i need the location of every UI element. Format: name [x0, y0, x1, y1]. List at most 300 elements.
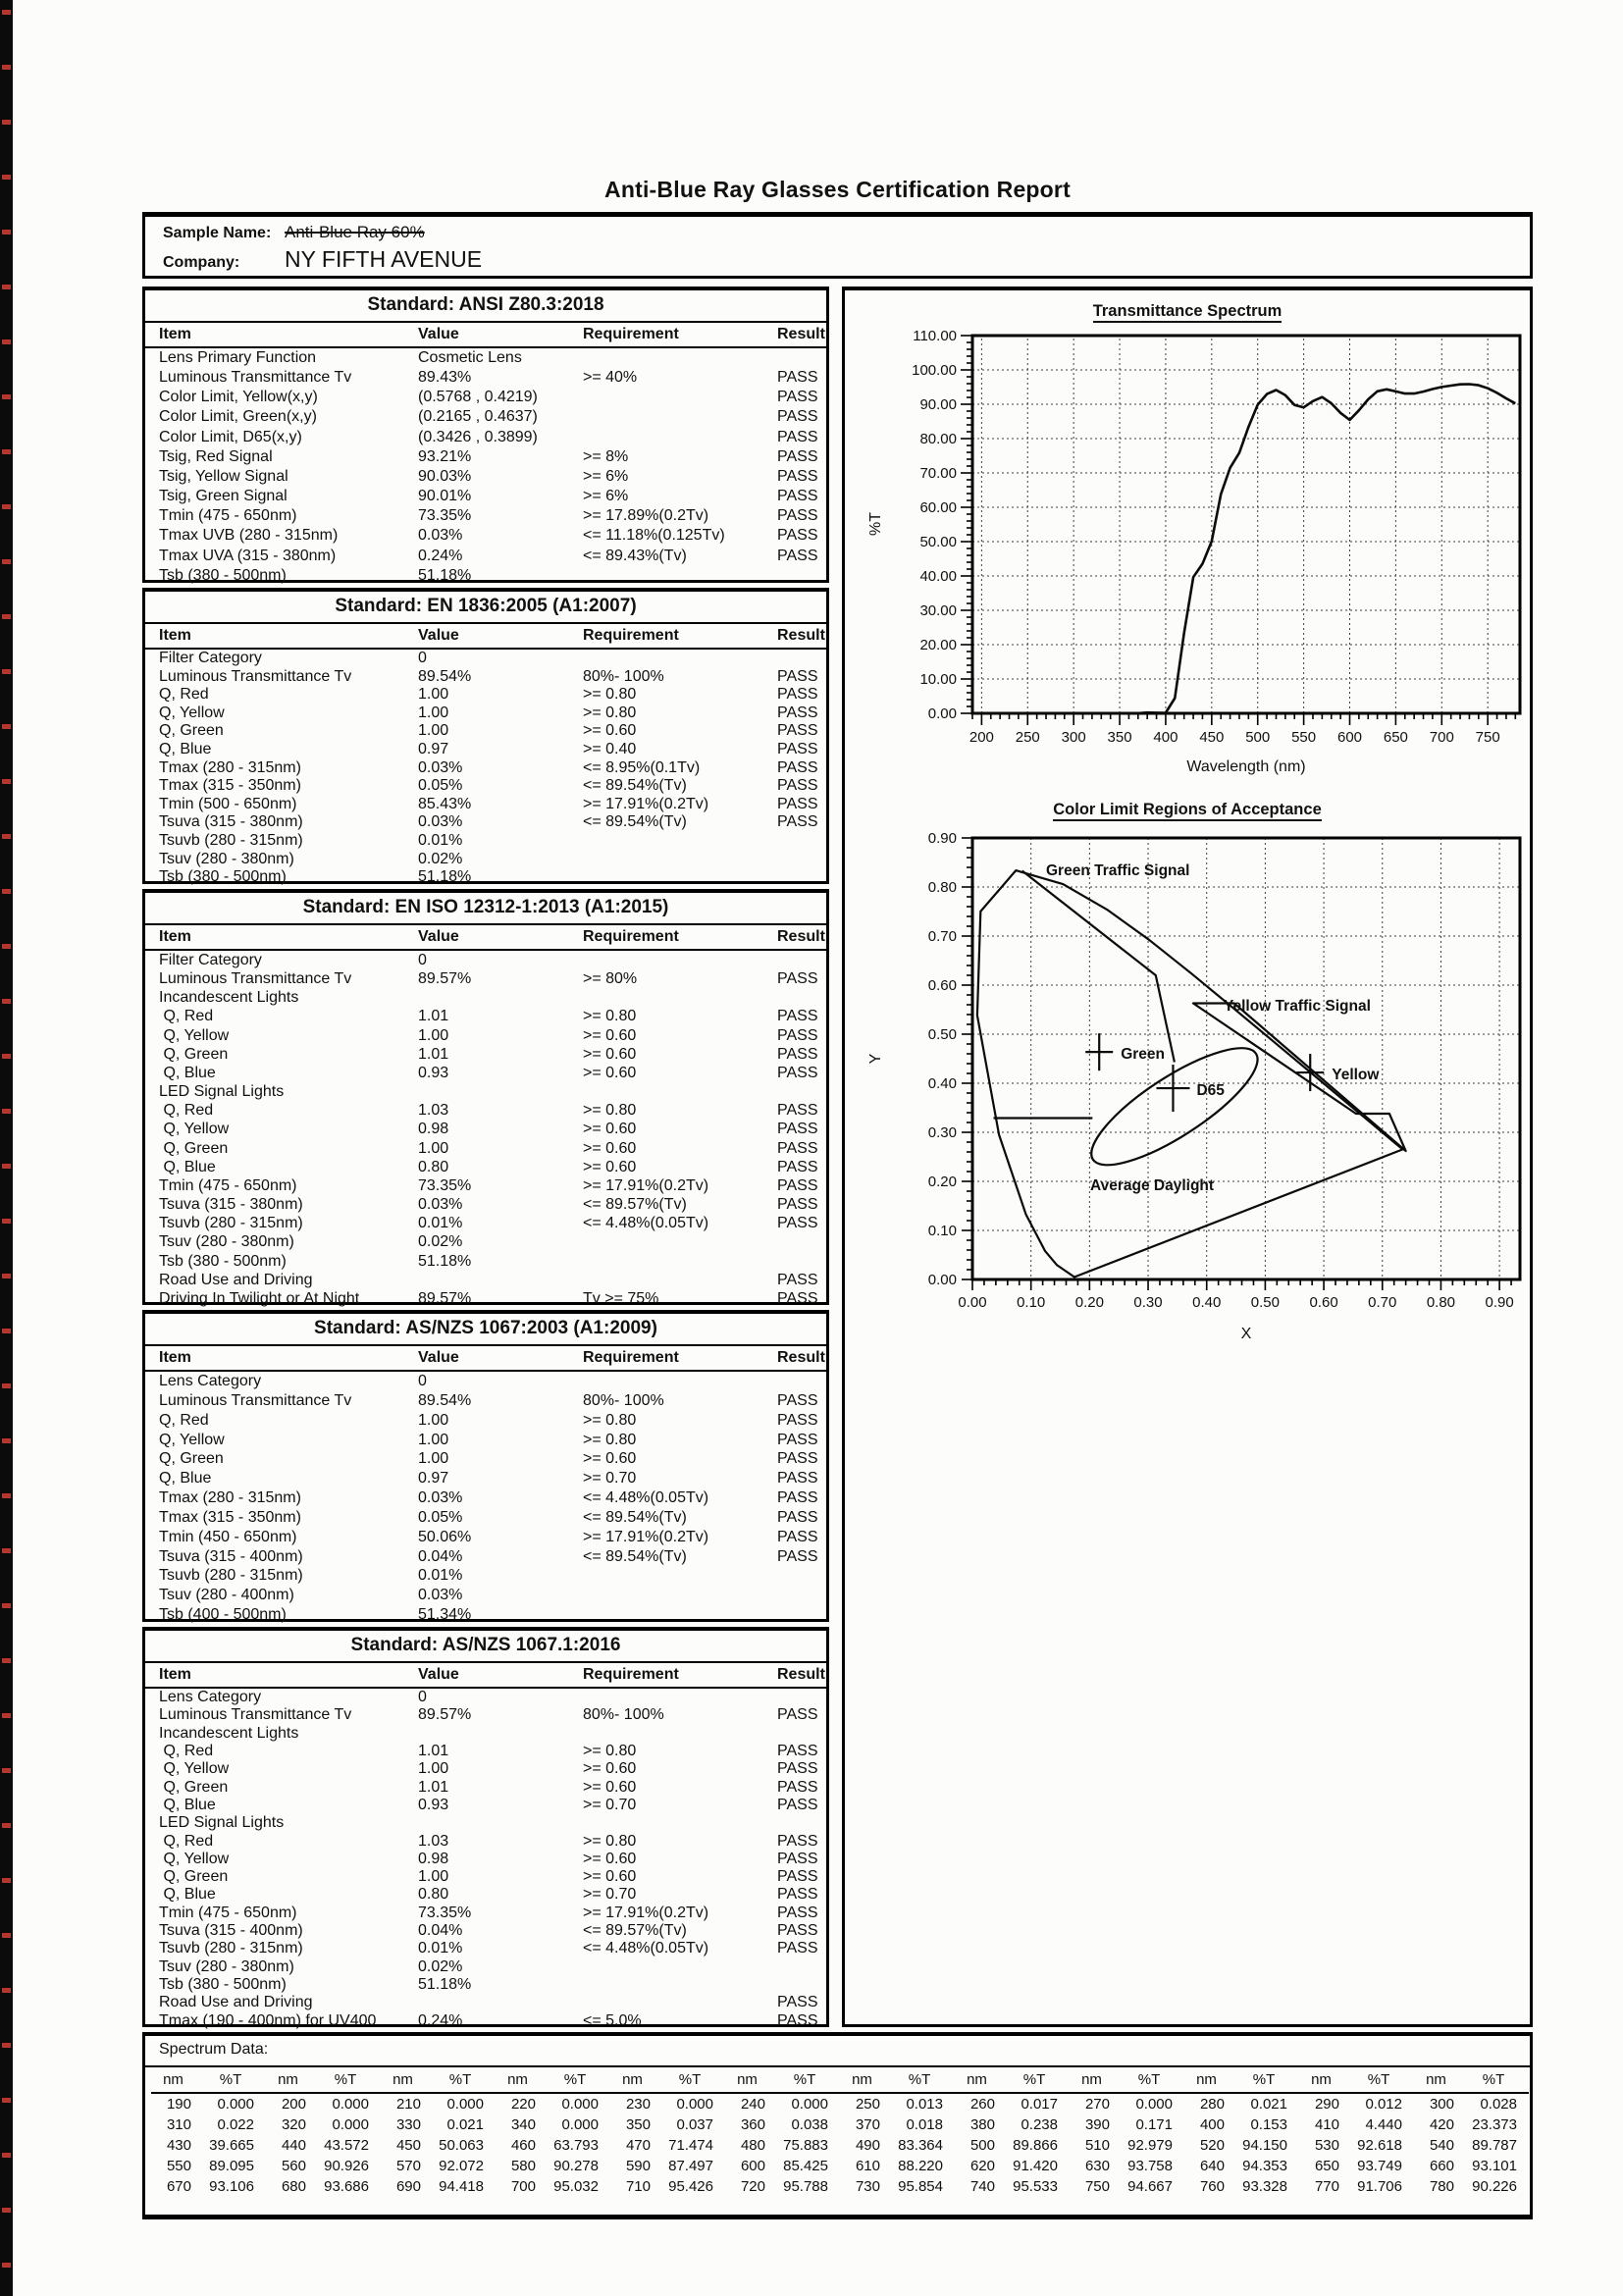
table-row	[145, 1411, 826, 1431]
cell-requirement: 80%- 100%	[583, 1706, 664, 1724]
spectrum-data-row	[151, 2135, 1529, 2156]
nm-column-header: nm	[967, 2071, 987, 2088]
company-row	[163, 246, 482, 273]
x-tick-label: 0.70	[1368, 1294, 1397, 1311]
table-row	[145, 777, 826, 796]
cell-item: Tmin (475 - 650nm)	[159, 507, 297, 525]
table-row	[145, 1760, 826, 1778]
cell-requirement: >= 0.60	[583, 1139, 637, 1157]
x-tick-label: 600	[1336, 729, 1363, 746]
nm-value: 640	[1199, 2158, 1225, 2174]
cell-requirement	[583, 388, 777, 407]
cell-result: PASS	[777, 527, 818, 545]
t-value: 93.328	[1242, 2178, 1287, 2195]
cell-result: PASS	[777, 1778, 818, 1796]
cell-requirement: >= 0.80	[583, 1832, 637, 1850]
charts-panel	[842, 287, 1533, 2027]
spectrum-table	[151, 2068, 1529, 2197]
cell-result	[777, 1814, 826, 1832]
t-column-header: %T	[1252, 2071, 1276, 2088]
film-edge-mark	[2, 1933, 11, 1938]
cell-result: PASS	[777, 1832, 818, 1850]
cell-value: 0.02%	[418, 1957, 463, 1975]
film-edge-mark	[2, 285, 11, 289]
cell-result: PASS	[777, 813, 818, 831]
t-value: 0.013	[906, 2096, 943, 2113]
table-row	[145, 1994, 826, 2011]
film-edge-mark	[2, 779, 11, 784]
nm-value: 600	[740, 2158, 765, 2174]
cell-requirement: <= 89.54%(Tv)	[583, 1508, 687, 1526]
cell-item: Tsuv (280 - 400nm)	[159, 1587, 294, 1604]
table-row	[145, 407, 826, 427]
film-edge-mark	[2, 559, 11, 564]
cell-item: Tsuv (280 - 380nm)	[159, 1233, 294, 1251]
cell-result: PASS	[777, 467, 818, 485]
t-value: 43.572	[324, 2137, 369, 2154]
table-row	[145, 851, 826, 869]
spectrum-data-row	[151, 2094, 1529, 2114]
cell-value: 1.01	[418, 1742, 449, 1759]
sample-name-row	[163, 223, 425, 242]
yellow-point-label: Yellow	[1332, 1067, 1380, 1084]
t-value: 90.926	[324, 2158, 369, 2174]
table-row	[145, 447, 826, 467]
table-row	[145, 506, 826, 526]
cell-result: PASS	[777, 1489, 818, 1507]
table-row	[145, 1176, 826, 1195]
header-col-item: Item	[159, 1349, 191, 1366]
cell-item: Q, Blue	[159, 741, 212, 758]
cell-requirement	[583, 1958, 777, 1976]
y-tick-label: 10.00	[919, 671, 957, 688]
film-edge-mark	[2, 1164, 11, 1169]
cell-requirement: >= 0.60	[583, 1158, 637, 1175]
cell-item: Tsuvb (280 - 315nm)	[159, 1567, 303, 1585]
nm-value: 250	[855, 2096, 880, 2113]
cell-item: Incandescent Lights	[159, 989, 299, 1007]
cell-item: Tsb (380 - 500nm)	[159, 1252, 287, 1270]
cell-item: Q, Green	[159, 1778, 229, 1796]
nm-column-header: nm	[393, 2071, 413, 2088]
header-col-result: Result	[777, 1666, 825, 1683]
nm-value: 470	[625, 2137, 651, 2154]
table-row	[145, 1372, 826, 1391]
nm-value: 220	[510, 2096, 536, 2113]
cell-item: Q, Green	[159, 1045, 229, 1063]
cell-value: 0.01%	[418, 832, 463, 850]
cell-item: Tsb (380 - 500nm)	[159, 1976, 287, 1993]
film-edge-mark	[2, 2153, 11, 2158]
cell-value: 0.97	[418, 1470, 449, 1487]
y-tick-label: 70.00	[919, 465, 957, 482]
table-rows	[145, 1372, 826, 1625]
t-value: 93.101	[1472, 2158, 1517, 2174]
x-tick-label: 0.30	[1133, 1294, 1163, 1311]
table-row	[145, 1214, 826, 1232]
film-edge-mark	[2, 1109, 11, 1114]
table-row	[145, 1158, 826, 1176]
t-column-header: %T	[563, 2071, 587, 2088]
cell-value: 0	[418, 1689, 427, 1705]
y-tick-label: 0.30	[927, 1124, 957, 1141]
film-edge-mark	[2, 724, 11, 729]
cell-result: PASS	[777, 488, 818, 505]
cell-value: 89.57%	[418, 970, 472, 988]
t-value: 95.426	[668, 2178, 713, 2195]
cell-value: 0.04%	[418, 1922, 463, 1940]
sample-info-box	[142, 212, 1533, 279]
cell-requirement	[583, 428, 777, 447]
x-tick-label: 0.90	[1485, 1294, 1514, 1311]
table-row	[145, 368, 826, 388]
film-edge-mark	[2, 120, 11, 125]
cell-result: PASS	[777, 1176, 818, 1194]
table-row	[145, 1007, 826, 1025]
t-value: 0.171	[1135, 2116, 1173, 2133]
cell-requirement: >= 0.60	[583, 1121, 637, 1138]
nm-value: 660	[1429, 2158, 1454, 2174]
x-tick-label: 500	[1245, 729, 1271, 746]
cell-result: PASS	[777, 1102, 818, 1120]
cell-result: PASS	[777, 686, 818, 704]
table-row	[145, 813, 826, 832]
y-tick-label: 0.80	[927, 879, 957, 896]
y-tick-label: 30.00	[919, 602, 957, 619]
cell-result: PASS	[777, 389, 818, 406]
film-edge-mark	[2, 1713, 11, 1718]
table-row	[145, 1725, 826, 1743]
cell-value: 1.00	[418, 1026, 449, 1044]
table-row	[145, 467, 826, 487]
cell-value: 1.00	[418, 1760, 449, 1778]
cell-requirement	[583, 407, 777, 427]
header-col-requirement: Requirement	[583, 627, 679, 644]
cell-value: Cosmetic Lens	[418, 349, 522, 366]
table-row	[145, 1120, 826, 1138]
cell-result	[777, 868, 826, 887]
cell-result: PASS	[777, 1139, 818, 1157]
cell-value: 0.01%	[418, 1215, 463, 1232]
table-header-row	[145, 1661, 826, 1689]
cell-value: 1.00	[418, 704, 449, 721]
t-value: 0.038	[791, 2116, 828, 2133]
t-column-header: %T	[1137, 2071, 1161, 2088]
green-point-label: Green	[1121, 1046, 1166, 1064]
cell-requirement: <= 89.57%(Tv)	[583, 1196, 687, 1214]
cell-item: Tmin (450 - 650nm)	[159, 1528, 297, 1545]
x-tick-label: 350	[1107, 729, 1132, 746]
cell-requirement: >= 6%	[583, 488, 629, 505]
cell-item: Tsuva (315 - 380nm)	[159, 813, 303, 831]
cell-result: PASS	[777, 408, 818, 426]
cell-value: 51.34%	[418, 1606, 472, 1624]
cell-result: PASS	[777, 1008, 818, 1025]
cell-item: Q, Blue	[159, 1064, 216, 1081]
cell-item: LED Signal Lights	[159, 1814, 285, 1832]
header-col-requirement: Requirement	[583, 326, 679, 342]
x-tick-label: 400	[1153, 729, 1178, 746]
t-value: 39.665	[209, 2137, 254, 2154]
cell-item: Q, Yellow	[159, 704, 225, 721]
table-row	[145, 1449, 826, 1469]
cell-item: Filter Category	[159, 952, 262, 968]
y-tick-label: 0.00	[927, 1272, 957, 1288]
cell-requirement: >= 0.80	[583, 1102, 637, 1120]
cell-result: PASS	[777, 428, 818, 445]
nm-value: 780	[1429, 2178, 1454, 2195]
cell-result: PASS	[777, 447, 818, 465]
header-col-value: Value	[418, 1666, 459, 1683]
cell-item: Tsig, Yellow Signal	[159, 467, 288, 485]
cell-value: 51.18%	[418, 1976, 472, 1993]
nm-value: 520	[1199, 2137, 1225, 2154]
table-row	[145, 1706, 826, 1724]
cell-item: Tmin (500 - 650nm)	[159, 795, 297, 812]
t-value: 0.028	[1480, 2096, 1517, 2113]
nm-value: 740	[969, 2178, 995, 2195]
film-edge-mark	[2, 175, 11, 180]
cell-item: Lens Primary Function	[159, 349, 317, 366]
cell-requirement: >= 0.60	[583, 1778, 637, 1796]
cell-result: PASS	[777, 1470, 818, 1487]
film-edge-mark	[2, 339, 11, 344]
spectrum-data-label: Spectrum Data:	[159, 2041, 269, 2058]
t-column-header: %T	[1367, 2071, 1390, 2088]
cell-result	[777, 1372, 826, 1391]
cell-item: Tsig, Green Signal	[159, 488, 288, 505]
cell-result: PASS	[777, 1215, 818, 1232]
film-edge-mark	[2, 834, 11, 839]
nm-column-header: nm	[1311, 2071, 1332, 2088]
nm-value: 610	[855, 2158, 880, 2174]
cell-requirement	[583, 650, 777, 668]
x-tick-label: 0.00	[958, 1294, 987, 1311]
cell-value: 51.18%	[418, 1252, 472, 1270]
cell-value: 1.00	[418, 1139, 449, 1157]
table-row	[145, 1252, 826, 1271]
t-value: 93.106	[209, 2178, 254, 2195]
cell-value: 1.00	[418, 1450, 449, 1468]
cell-item: Q, Blue	[159, 1470, 212, 1487]
film-edge-mark	[2, 504, 11, 509]
spectrum-data-row	[151, 2114, 1529, 2135]
nm-value: 490	[855, 2137, 880, 2154]
cell-value: 0.03%	[418, 527, 463, 545]
header-col-result: Result	[777, 1349, 825, 1366]
cell-value	[418, 988, 583, 1007]
color-limit-chart	[845, 828, 1530, 1397]
cell-item: Lens Category	[159, 1689, 262, 1705]
header-col-item: Item	[159, 326, 191, 342]
cell-requirement	[583, 1605, 777, 1625]
cell-requirement: >= 17.91%(0.2Tv)	[583, 1904, 709, 1921]
cell-item: Luminous Transmittance Tv	[159, 1391, 352, 1409]
table-row	[145, 686, 826, 704]
nm-column-header: nm	[622, 2071, 643, 2088]
cell-item: Tsuvb (280 - 315nm)	[159, 1940, 303, 1957]
cell-requirement	[583, 1232, 777, 1251]
t-value: 89.787	[1472, 2137, 1517, 2154]
nm-value: 730	[855, 2178, 880, 2195]
nm-value: 320	[281, 2116, 306, 2133]
film-edge-mark	[2, 2208, 11, 2213]
cell-result: PASS	[777, 795, 818, 812]
nm-value: 590	[625, 2158, 651, 2174]
sample-name-label: Sample Name:	[163, 225, 272, 241]
cell-requirement: <= 89.43%(Tv)	[583, 547, 687, 564]
header-col-item: Item	[159, 928, 191, 945]
x-tick-label: 300	[1061, 729, 1086, 746]
t-value: 0.000	[446, 2096, 484, 2113]
cell-value: 0.05%	[418, 777, 463, 795]
cell-value: 0.80	[418, 1886, 449, 1904]
cell-requirement: >= 0.80	[583, 1008, 637, 1025]
cell-value: 90.03%	[418, 467, 472, 485]
cell-requirement	[583, 1814, 777, 1832]
x-tick-label: 750	[1475, 729, 1500, 746]
y-tick-label: 0.90	[927, 830, 957, 847]
y-tick-label: 60.00	[919, 499, 957, 516]
cell-value: 0.03%	[418, 1489, 463, 1507]
t-value: 95.854	[898, 2178, 943, 2195]
table-row	[145, 1958, 826, 1976]
cell-value: 1.00	[418, 1868, 449, 1886]
cell-requirement: 80%- 100%	[583, 667, 664, 685]
nm-value: 300	[1429, 2096, 1454, 2113]
table-row	[145, 796, 826, 814]
nm-value: 200	[281, 2096, 306, 2113]
standard-section-2	[142, 588, 829, 884]
t-value: 71.474	[668, 2137, 713, 2154]
y-tick-label: 0.00	[927, 705, 957, 722]
t-value: 0.021	[1250, 2096, 1287, 2113]
cell-value: 0.93	[418, 1796, 449, 1813]
x-tick-label: 0.80	[1426, 1294, 1456, 1311]
t-value: 0.021	[446, 2116, 484, 2133]
cell-item: Tsuvb (280 - 315nm)	[159, 832, 303, 850]
header-col-requirement: Requirement	[583, 928, 679, 945]
table-row	[145, 650, 826, 668]
table-row	[145, 1779, 826, 1797]
table-row	[145, 526, 826, 546]
table-row	[145, 1547, 826, 1567]
cell-item: Tsuv (280 - 380nm)	[159, 1957, 294, 1975]
table-header-row	[145, 321, 826, 348]
cell-requirement: >= 0.60	[583, 1064, 637, 1081]
nm-value: 190	[166, 2096, 191, 2113]
nm-value: 260	[969, 2096, 995, 2113]
header-col-value: Value	[418, 1349, 459, 1366]
x-axis-title: Wavelength (nm)	[1186, 758, 1306, 775]
cell-requirement	[583, 988, 777, 1007]
t-value: 94.150	[1242, 2137, 1287, 2154]
cell-value: 51.18%	[418, 566, 472, 584]
cell-item: Q, Yellow	[159, 1431, 225, 1448]
x-tick-label: 450	[1199, 729, 1225, 746]
y-tick-label: 0.70	[927, 928, 957, 945]
x-tick-label: 0.20	[1074, 1294, 1104, 1311]
cell-value: 1.00	[418, 1431, 449, 1448]
cell-result: PASS	[777, 1940, 818, 1957]
cell-result: PASS	[777, 1289, 818, 1307]
nm-value: 440	[281, 2137, 306, 2154]
cell-requirement: >= 17.89%(0.2Tv)	[583, 507, 709, 525]
table-row	[145, 969, 826, 988]
cell-value	[418, 1994, 583, 2011]
film-edge-mark	[2, 1878, 11, 1883]
cell-requirement	[583, 832, 777, 851]
nm-value: 510	[1084, 2137, 1110, 2154]
cell-value: 0	[418, 650, 427, 666]
t-column-header: %T	[1482, 2071, 1505, 2088]
scan-film-edge	[0, 0, 13, 2296]
cell-value: 89.43%	[418, 369, 472, 387]
cell-requirement: >= 0.70	[583, 1796, 637, 1813]
cell-result: PASS	[777, 1868, 818, 1886]
nm-value: 280	[1199, 2096, 1225, 2113]
cell-value: 1.01	[418, 1778, 449, 1796]
header-col-value: Value	[418, 627, 459, 644]
cell-value: 1.03	[418, 1832, 449, 1850]
y-tick-label: 50.00	[919, 534, 957, 550]
nm-value: 500	[969, 2137, 995, 2154]
sample-name-value: Anti-Blue Ray 60%	[285, 223, 425, 241]
cell-item: Luminous Transmittance Tv	[159, 369, 352, 387]
t-value: 0.000	[332, 2116, 369, 2133]
cell-value: 0.97	[418, 741, 449, 758]
table-row	[145, 1508, 826, 1528]
table-row	[145, 1271, 826, 1289]
cell-value: 0	[418, 1373, 427, 1389]
cell-value	[418, 1271, 583, 1289]
cell-requirement: >= 17.91%(0.2Tv)	[583, 795, 709, 812]
cell-item: Q, Yellow	[159, 1850, 230, 1867]
cell-requirement: <= 11.18%(0.125Tv)	[583, 527, 725, 545]
film-edge-mark	[2, 2263, 11, 2268]
t-value: 0.000	[561, 2116, 599, 2133]
cell-result: PASS	[777, 1796, 818, 1813]
t-value: 90.278	[553, 2158, 599, 2174]
cell-value: 0.98	[418, 1850, 449, 1867]
cell-item: Filter Category	[159, 650, 262, 666]
t-column-header: %T	[1022, 2071, 1046, 2088]
cell-requirement	[583, 1994, 777, 2011]
table-row	[145, 988, 826, 1007]
standard-title: Standard: AS/NZS 1067:2003 (A1:2009)	[314, 1318, 657, 1338]
cell-requirement: >= 0.80	[583, 1742, 637, 1759]
t-value: 0.153	[1250, 2116, 1287, 2133]
cell-result	[777, 1586, 826, 1605]
cell-result	[777, 1082, 826, 1101]
nm-value: 310	[166, 2116, 191, 2133]
film-edge-mark	[2, 449, 11, 454]
color-limit-chart-title	[845, 801, 1530, 819]
cell-result	[777, 1252, 826, 1271]
cell-item: Tmax UVA (315 - 380nm)	[159, 547, 337, 564]
cell-item: Road Use and Driving	[159, 1271, 313, 1288]
cell-value: 93.21%	[418, 447, 472, 465]
y-tick-label: 0.40	[927, 1075, 957, 1092]
table-row	[145, 2012, 826, 2030]
spectrum-data-row	[151, 2176, 1529, 2197]
t-column-header: %T	[219, 2071, 242, 2088]
cell-requirement: <= 8.95%(0.1Tv)	[583, 758, 701, 776]
cell-item: Tmax (315 - 350nm)	[159, 1508, 301, 1526]
transmittance-spectrum-chart	[845, 326, 1530, 797]
cell-item: Tsuva (315 - 400nm)	[159, 1547, 303, 1565]
nm-value: 770	[1314, 2178, 1339, 2195]
